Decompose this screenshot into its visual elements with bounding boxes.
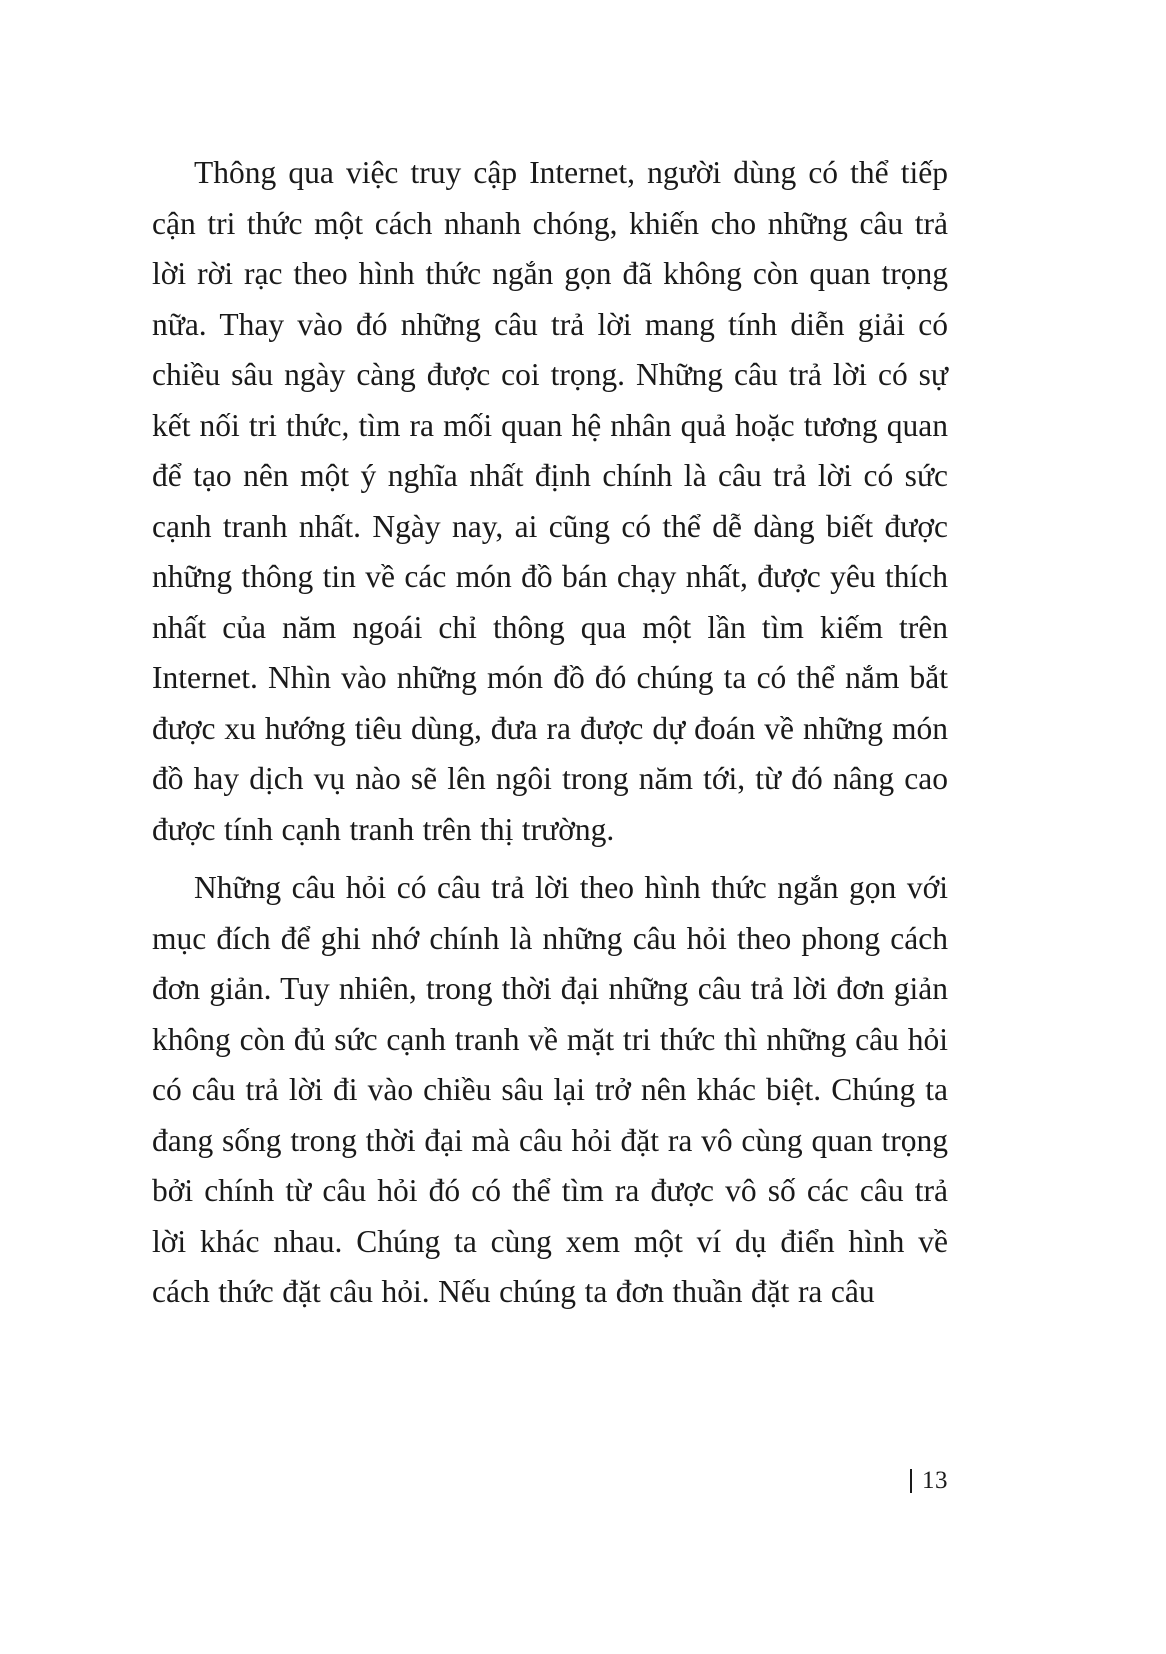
folio-rule-icon bbox=[910, 1469, 912, 1493]
page-number-block bbox=[910, 1466, 948, 1496]
page-footer bbox=[152, 1466, 948, 1496]
page-body bbox=[152, 148, 948, 1318]
page-number: 13 bbox=[922, 1467, 948, 1494]
body-paragraph: Những câu hỏi có câu trả lời theo hình thức ngắn gọn với mục đích để ghi nhớ chính là những câu hỏi theo phong cách đơn giản. Tuy nhiên, trong thời đại những câu trả lời đơn giản không còn đủ sức cạnh tranh về mặt tri thức thì những câu hỏi có câu trả lời đi vào chiều sâu lại trở nên khác biệt. Chúng ta đang sống trong thời đại mà câu hỏi đặt ra vô cùng quan trọng bởi chính từ câu hỏi đó có thể tìm ra được vô số các câu trả lời khác nhau. Chúng ta cùng xem một ví dụ điển hình về cách thức đặt câu hỏi. Nếu chúng ta đơn thuần đặt ra câu bbox=[152, 870, 948, 1309]
body-paragraph: Thông qua việc truy cập Internet, người dùng có thể tiếp cận tri thức một cách nhanh chóng, khiến cho những câu trả lời rời rạc theo hình thức ngắn gọn đã không còn quan trọng nữa. Thay vào đó những câu trả lời mang tính diễn giải có chiều sâu ngày càng được coi trọng. Những câu trả lời có sự kết nối tri thức, tìm ra mối quan hệ nhân quả hoặc tương quan để tạo nên một ý nghĩa nhất định chính là câu trả lời có sức cạnh tranh nhất. Ngày nay, ai cũng có thể dễ dàng biết được những thông tin về các món đồ bán chạy nhất, được yêu thích nhất của năm ngoái chỉ thông qua một lần tìm kiếm trên Internet. Nhìn vào những món đồ đó chúng ta có thể nắm bắt được xu hướng tiêu dùng, đưa ra được dự đoán về những món đồ hay dịch vụ nào sẽ lên ngôi trong năm tới, từ đó nâng cao được tính cạnh tranh trên thị trường. bbox=[152, 155, 948, 847]
